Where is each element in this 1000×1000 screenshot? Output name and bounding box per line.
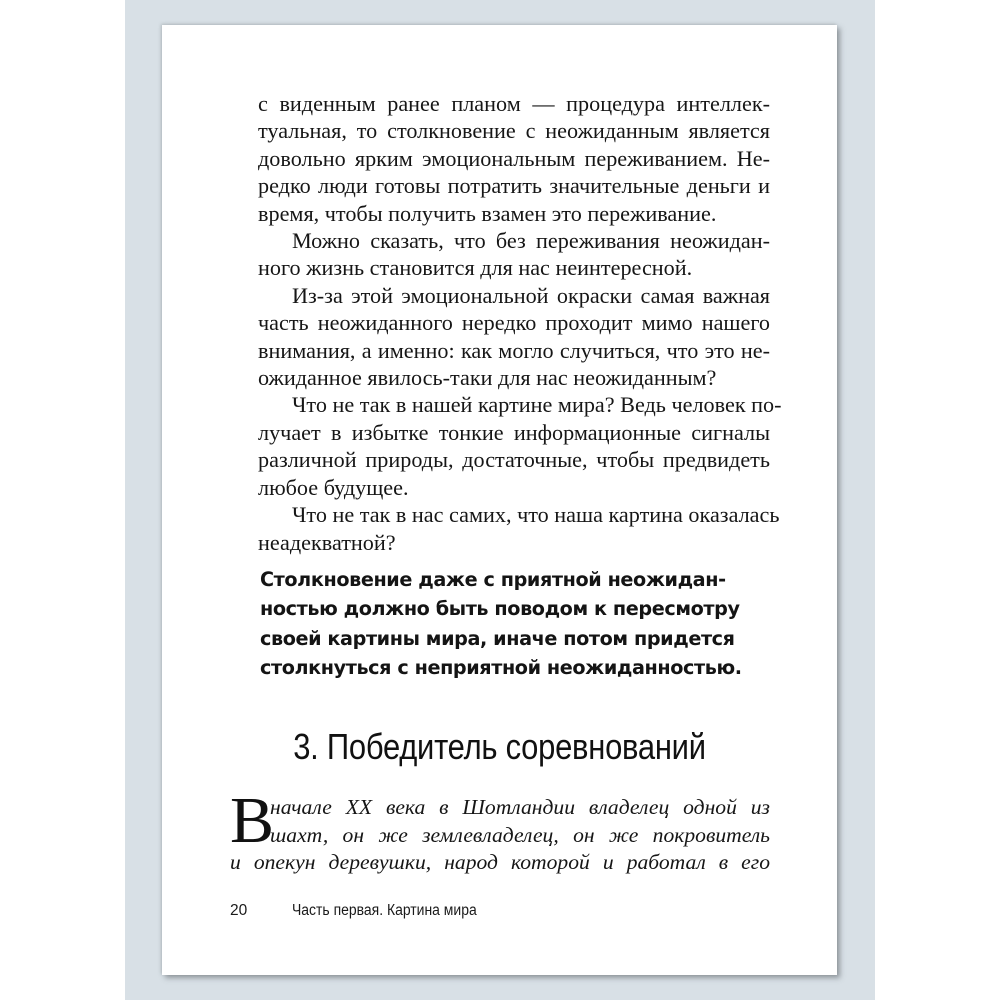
paragraph-3 [258, 282, 770, 392]
text-line: редко люди готовы потратить значительные деньги и [258, 173, 770, 199]
callout-line: своей картины мира, иначе потом придется [260, 626, 735, 650]
callout-line: Столкновение даже с приятной неожидан- [260, 568, 726, 591]
intro-line: начале XX века в Шотландии владелец одной из [270, 795, 770, 819]
text-line: часть неожиданного нередко проходит мимо нашего [258, 310, 770, 336]
text-line: различной природы, достаточные, чтобы предвидеть [258, 447, 770, 473]
callout-line: столкнуться с неприятной неожиданностью. [260, 656, 742, 680]
text-line: лучает в избытке тонкие информационные сигналы [258, 419, 770, 445]
page-number: 20 [230, 902, 248, 919]
paragraph-1 [258, 90, 770, 227]
text-line: туальная, то столкновение с неожиданным является [258, 118, 770, 144]
running-head: Часть первая. Картина мира [292, 902, 477, 919]
section-intro [230, 784, 770, 877]
text-line: ного жизнь становится для нас неинтересной. [258, 255, 693, 281]
callout-line: ностью должно быть поводом к пересмотру [260, 597, 740, 621]
paragraph-5 [258, 501, 780, 556]
text-line: Что не так в нас самих, что наша картина оказалась [292, 502, 780, 528]
drop-cap: В [230, 784, 275, 857]
text-line: время, чтобы получить взамен это переживание. [258, 200, 717, 226]
text-line: Что не так в нашей картине мира? Ведь человек по- [292, 392, 782, 418]
text-line: ожиданное явилось-таки для нас неожиданным? [258, 365, 717, 391]
paragraph-4 [258, 391, 782, 501]
book-page [162, 25, 837, 975]
text-line: неадекватной? [258, 529, 396, 555]
text-line: с виденным ранее планом — процедура интеллек- [258, 91, 770, 116]
callout-quote [260, 565, 742, 683]
intro-line: и опекун деревушки, народ которой и работал в его [230, 850, 770, 875]
intro-line: шахт, он же землевладелец, он же покровитель [270, 822, 770, 847]
text-line: Можно сказать, что без переживания неожидан- [292, 228, 770, 254]
text-line: внимания, а именно: как могло случиться, что это не- [258, 337, 770, 363]
body-text [258, 90, 782, 556]
text-line: довольно ярким эмоциональным переживанием. Не- [258, 145, 770, 171]
text-line: любое будущее. [258, 474, 409, 500]
text-line: Из-за этой эмоциональной окраски самая важная [292, 282, 770, 308]
section-heading: 3. Победитель соревнований [293, 726, 706, 767]
paragraph-2 [258, 227, 770, 282]
